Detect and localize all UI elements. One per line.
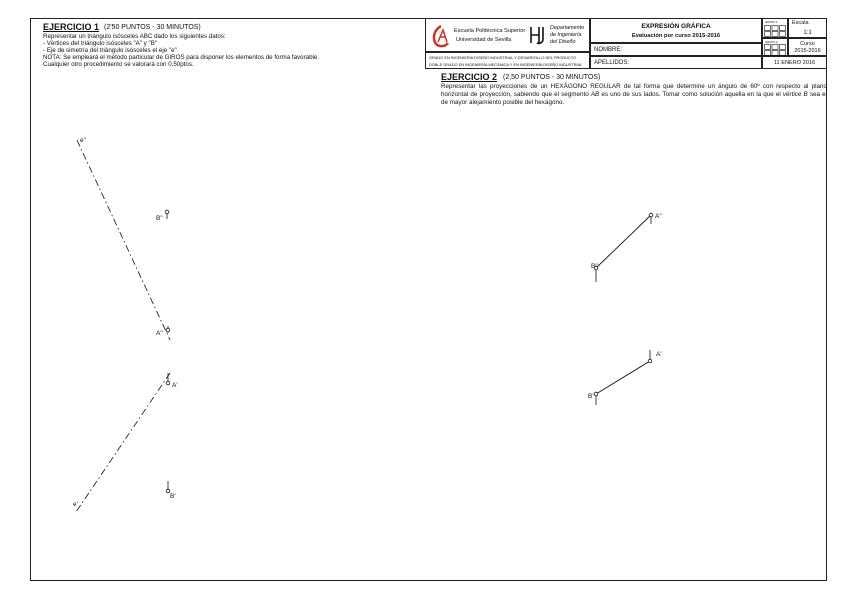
exercise2-text-2: es uno de sus lados. Tomar como solución aquella en la que el bbox=[599, 91, 783, 98]
school-name-line2: Universidad de Sevilla bbox=[456, 37, 512, 43]
school-name-line1: Escuela Politécnica Superior bbox=[454, 28, 526, 34]
exam-date: 11 ENERO 2016 bbox=[773, 60, 816, 66]
exercise1-note: NOTA: Se empleará el método particular de GIROS para disponer los elementos de forma favorable. bbox=[43, 54, 320, 61]
label-b2-right: B" bbox=[591, 263, 598, 270]
exercise1-line-2: - Vértices del triángulo isósceles "A" y "B" bbox=[43, 40, 158, 47]
point-b1-right bbox=[594, 392, 598, 396]
exercise1-note-2: Cualquier otro procedimiento se valorará con 0,50ptos. bbox=[43, 61, 194, 68]
label-b1-left: B' bbox=[170, 493, 176, 500]
point-b2-left bbox=[165, 210, 169, 214]
point-a1-right bbox=[648, 359, 652, 363]
name-label: NOMBRE: bbox=[594, 47, 623, 53]
label-a2-right: A" bbox=[655, 213, 662, 220]
course-value: 2015-2016 bbox=[794, 48, 821, 54]
label-e1: e' bbox=[73, 501, 78, 508]
exercise2-points: (2,50 PUNTOS - 30 MINUTOS) bbox=[503, 74, 601, 81]
label-b1-right: B' bbox=[588, 393, 594, 400]
group2-label: GRUPO 2 bbox=[765, 40, 778, 44]
label-a1-left: A' bbox=[172, 382, 178, 389]
scale-value: 1:1 bbox=[803, 30, 812, 36]
point-a2-right bbox=[649, 213, 653, 217]
surname-label: APELLIDOS: bbox=[594, 60, 630, 66]
segment-ab-vertical-projection bbox=[596, 215, 651, 268]
exercise2-text-3: sea el de mayor alejamiento posible del hexágono. bbox=[441, 91, 828, 106]
exercise2-text-1: Representar las proyecciones de un HEXÁGONO REGULAR de tal forma que determine un ángulo de 60º con respecto al plano horizontal de proyección, sabiendo que el segmento bbox=[441, 83, 827, 98]
exercise1-line-3: - Eje de simetría del triángulo isósceles el eje "e" bbox=[43, 47, 177, 54]
point-a2-left bbox=[166, 328, 170, 332]
degree-line1: GRADO EN INGENIERÍA DISEÑO INDUSTRIAL Y DESARROLLO DEL PRODUCTO bbox=[429, 55, 577, 60]
label-a1-right: A' bbox=[656, 351, 662, 358]
axis-e-vertical-projection bbox=[77, 140, 170, 340]
segment-ab-horizontal-projection bbox=[596, 361, 650, 394]
exercise1-title: EJERCICIO 1 bbox=[43, 22, 100, 32]
group1-label: GRUPO 1 bbox=[765, 20, 778, 24]
evaluation-title: Evaluación por curso 2015-2016 bbox=[631, 33, 721, 39]
course-label: Curso bbox=[800, 41, 815, 47]
axis-e-horizontal-projection bbox=[76, 373, 170, 512]
exercise1-line-1: Representar un triángulo isósceles ABC dado los siguientes datos: bbox=[43, 33, 226, 40]
exercise2-title: EJERCICIO 2 bbox=[441, 72, 498, 82]
department-line1: Departamento bbox=[550, 25, 585, 31]
point-a1-left bbox=[166, 381, 170, 385]
department-line3: del Diseño bbox=[550, 39, 576, 45]
department-line2: de Ingeniería bbox=[550, 32, 582, 38]
degree-line2: DOBLE GRADO EN INGENIERÍA MECÁNICA Y EN INGENIERÍA DISEÑO INDUSTRIAL bbox=[429, 62, 583, 67]
exercise2-vertex-b: vértice B bbox=[782, 91, 808, 98]
exercise2-segment-ab: AB bbox=[590, 91, 600, 98]
exercise1-points: (2'50 PUNTOS - 30 MINUTOS) bbox=[104, 24, 201, 31]
subject-title: EXPRESIÓN GRÁFICA bbox=[641, 23, 711, 30]
scale-label: Escala bbox=[792, 20, 809, 26]
label-b2-left: B" bbox=[156, 215, 163, 222]
label-e2: e" bbox=[80, 137, 86, 144]
label-a2-left: A" bbox=[156, 330, 163, 337]
